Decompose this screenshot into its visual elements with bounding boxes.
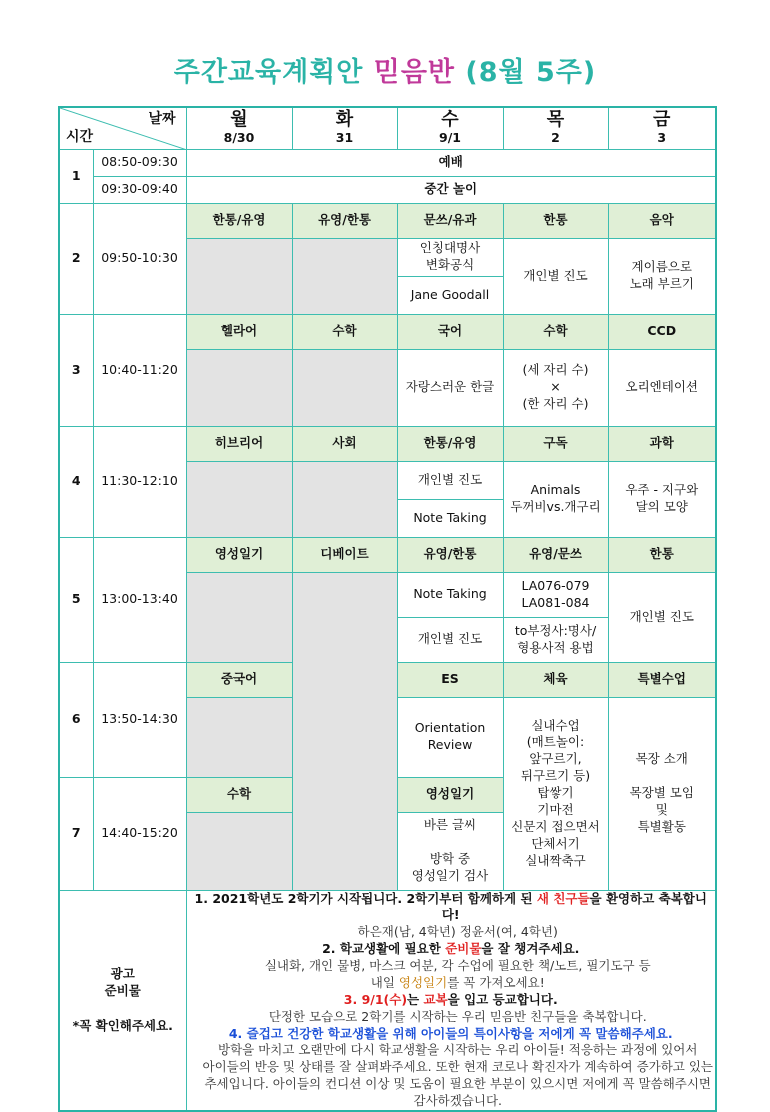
period1-time-b: 09:30-09:40 [93, 176, 186, 203]
supplies-label: 준비물 [104, 982, 141, 998]
p5-wed-content-a: Note Taking [397, 572, 503, 617]
day-mon: 월 8/30 [186, 107, 292, 149]
period2-subject-row [59, 203, 716, 238]
period4-number: 4 [59, 426, 93, 537]
period7-time: 14:40-15:20 [93, 777, 186, 890]
p5-thu-content-b: to부정사:명사/ 형용사적 용법 [503, 617, 608, 662]
p2-thu-content: 개인별 진도 [503, 238, 608, 314]
p4-fri-content: 우주 - 지구와 달의 모양 [608, 461, 716, 537]
day-wed: 수 9/1 [397, 107, 503, 149]
period2-number: 2 [59, 203, 93, 314]
p2-mon-subject: 한통/유영 [186, 203, 292, 238]
period5-number: 5 [59, 537, 93, 662]
p3-tue-content [292, 349, 397, 426]
p3-tue-subject: 수학 [292, 314, 397, 349]
day-thu: 목 2 [503, 107, 608, 149]
p6-fri-subject: 특별수업 [608, 662, 716, 697]
period6-number: 6 [59, 662, 93, 777]
title-week: (8월 5주) [465, 57, 597, 88]
p4-wed-content-b: Note Taking [397, 499, 503, 537]
period3-subject-row [59, 314, 716, 349]
notice-3-detail: 단정한 모습으로 2학기를 시작하는 우리 믿음반 친구들을 축복합니다. [268, 1008, 647, 1024]
notice-content [186, 890, 716, 1111]
period5-time: 13:00-13:40 [93, 537, 186, 662]
p2-fri-subject: 음악 [608, 203, 716, 238]
notice-1-detail: 하은재(남, 4학년) 정윤서(여, 4학년) [357, 924, 558, 940]
title-class-name: 믿음반 [373, 57, 455, 88]
notice-3: 3. 9/1(수)는 교복을 입고 등교합니다. [343, 991, 558, 1007]
p5-thu-subject: 유영/문쓰 [503, 537, 608, 572]
p3-fri-subject: CCD [608, 314, 716, 349]
p2-fri-content: 계이름으로 노래 부르기 [608, 238, 716, 314]
period7-number: 7 [59, 777, 93, 890]
period1-row-a [59, 149, 716, 176]
notice-4-detail-2: 아이들의 반응 및 상태를 잘 살펴봐주세요. 또한 현재 코로나 확진자가 계속하여 증가하고 있는 [202, 1059, 714, 1075]
day-tue: 화 31 [292, 107, 397, 149]
p4-fri-subject: 과학 [608, 426, 716, 461]
p4-mon-subject: 히브리어 [186, 426, 292, 461]
p3-wed-subject: 국어 [397, 314, 503, 349]
notice-side-label [59, 890, 186, 1111]
notice-2-detail-2: 내일 영성일기를 꼭 가져오세요! [370, 974, 545, 990]
day-fri: 금 3 [608, 107, 716, 149]
period5-subject-row [59, 537, 716, 572]
p6-mon-content [186, 697, 292, 777]
pe-content: 실내수업 (매트놀이: 앞구르기, 뒤구르기 등) 탑쌓기 기마전 신문지 접으면서 단체서기 실내짝축구 [503, 697, 608, 890]
time-label: 시간 [66, 128, 94, 145]
p6-wed-content: Orientation Review [397, 697, 503, 777]
p4-thu-content: Animals 두꺼비vs.개구리 [503, 461, 608, 537]
period1-row-b [59, 176, 716, 203]
p3-wed-content: 자랑스러운 한글 [397, 349, 503, 426]
p3-thu-subject: 수학 [503, 314, 608, 349]
notice-2: 2. 학교생활에 필요한 준비물을 잘 챙겨주세요. [322, 941, 580, 957]
period4-time: 11:30-12:10 [93, 426, 186, 537]
p5-wed-content-b: 개인별 진도 [397, 617, 503, 662]
p2-tue-content [292, 238, 397, 314]
p5-fri-content: 개인별 진도 [608, 572, 716, 662]
p5-thu-content-a: LA076-079 LA081-084 [503, 572, 608, 617]
check-reminder: *꼭 확인해주세요. [72, 1017, 173, 1033]
notice-4-detail-1: 방학을 마치고 오랜만에 다시 학교생활을 시작하는 우리 아이들! 적응하는 과정에 있어서 [218, 1042, 698, 1058]
date-label: 날짜 [148, 111, 176, 127]
p7-wed-subject: 영성일기 [397, 777, 503, 812]
p7-wed-content: 바른 글씨 방학 중 영성일기 검사 [397, 812, 503, 890]
p4-tue-content [292, 461, 397, 537]
period6-time: 13:50-14:30 [93, 662, 186, 777]
p5-fri-subject: 한통 [608, 537, 716, 572]
period1-time-a: 08:50-09:30 [93, 149, 186, 176]
notice-label: 광고 [110, 965, 135, 981]
p4-tue-subject: 사회 [292, 426, 397, 461]
period3-number: 3 [59, 314, 93, 426]
p3-fri-content: 오리엔테이션 [608, 349, 716, 426]
notice-row [59, 890, 716, 1111]
p3-mon-subject: 헬라어 [186, 314, 292, 349]
p7-mon-content [186, 812, 292, 890]
worship-cell: 예배 [186, 149, 716, 176]
schedule-table [58, 106, 717, 1112]
p2-thu-subject: 한통 [503, 203, 608, 238]
notice-4: 4. 즐겁고 건강한 학교생활을 위해 아이들의 특이사항을 저에게 꼭 말씀해주세요. [228, 1025, 673, 1041]
p6-mon-subject: 중국어 [186, 662, 292, 697]
period4-subject-row [59, 426, 716, 461]
p3-thu-content: (세 자리 수) × (한 자리 수) [503, 349, 608, 426]
p2-wed-content-a: 인칭대명사 변화공식 [397, 238, 503, 276]
period3-time: 10:40-11:20 [93, 314, 186, 426]
p2-tue-subject: 유영/한통 [292, 203, 397, 238]
p5-tue-content [292, 572, 397, 890]
period2-time: 09:50-10:30 [93, 203, 186, 314]
p5-mon-subject: 영성일기 [186, 537, 292, 572]
title-main: 주간교육계획안 [173, 57, 364, 88]
corner-cell [59, 107, 186, 149]
p6-thu-subject: 체육 [503, 662, 608, 697]
p4-wed-subject: 한통/유영 [397, 426, 503, 461]
p2-mon-content [186, 238, 292, 314]
p7-mon-subject: 수학 [186, 777, 292, 812]
p5-tue-subject: 디베이트 [292, 537, 397, 572]
page-title [0, 50, 770, 89]
break-cell: 중간 놀이 [186, 176, 716, 203]
notice-4-detail-4: 감사하겠습니다. [413, 1093, 502, 1108]
notice-2-detail-1: 실내화, 개인 물병, 마스크 여분, 각 수업에 필요한 책/노트, 필기도구 등 [264, 958, 651, 973]
notice-1: 1. 2021학년도 2학기가 시작됩니다. 2학기부터 함께하게 된 새 친구들을 환영하고 축복합니다! [194, 890, 707, 923]
p3-mon-content [186, 349, 292, 426]
p6-wed-subject: ES [397, 662, 503, 697]
p4-wed-content-a: 개인별 진도 [397, 461, 503, 499]
special-class-content: 목장 소개 목장별 모임 및 특별활동 [608, 697, 716, 890]
notice-4-detail-3: 추세입니다. 아이들의 컨디션 이상 및 도움이 필요한 부분이 있으시면 저에게 꼭 말씀해주시면 [204, 1076, 712, 1092]
p4-mon-content [186, 461, 292, 537]
p5-mon-content [186, 572, 292, 662]
p5-wed-subject: 유영/한통 [397, 537, 503, 572]
header-row [59, 107, 716, 149]
p4-thu-subject: 구독 [503, 426, 608, 461]
period1-number: 1 [59, 149, 93, 203]
p2-wed-content-b: Jane Goodall [397, 276, 503, 314]
p2-wed-subject: 문쓰/유과 [397, 203, 503, 238]
